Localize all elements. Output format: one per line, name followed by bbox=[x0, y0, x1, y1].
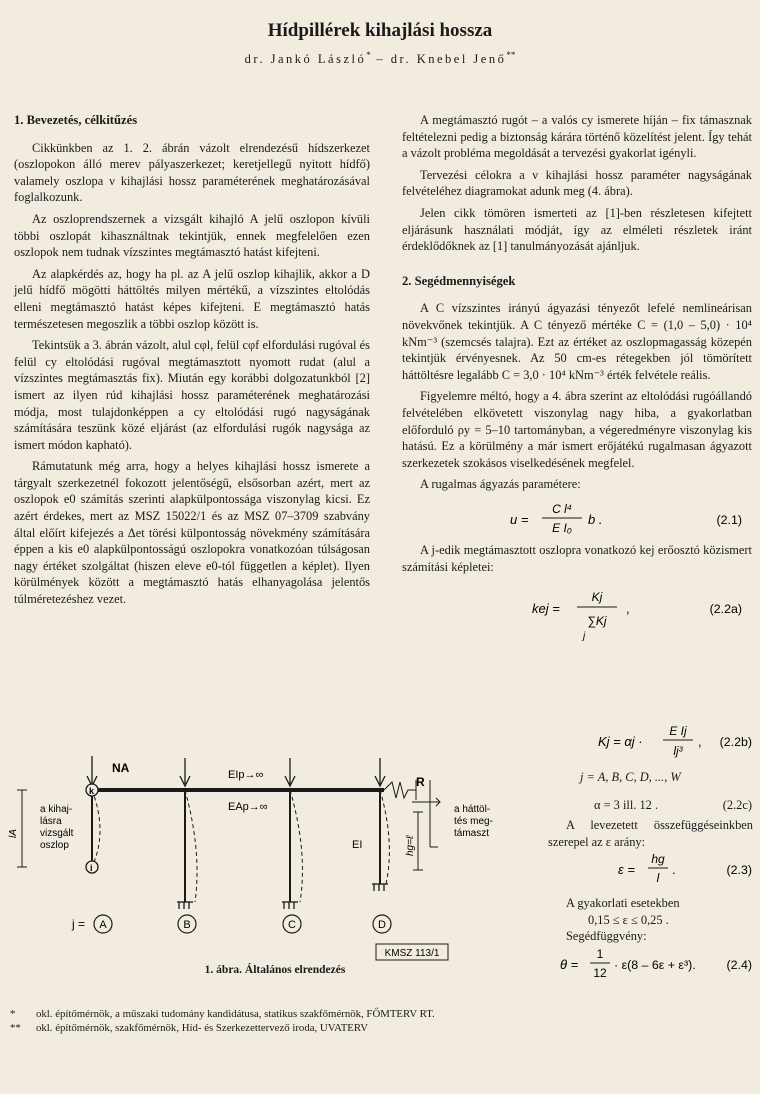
eq-text: α = 3 ill. 12 . bbox=[594, 798, 659, 813]
eq-rhs: , bbox=[698, 734, 702, 749]
dimension-la bbox=[17, 790, 27, 867]
dimension-la-label: lA bbox=[8, 829, 19, 838]
eq-number: (2.2a) bbox=[709, 601, 742, 616]
paragraph: A rugalmas ágyazás paramétere: bbox=[420, 477, 581, 492]
eq-denominator: lj³ bbox=[673, 744, 683, 758]
left-column bbox=[14, 112, 370, 613]
paragraph: Tervezési célokra a ν kihajlási hossz paraméter nagyságának felvételéhez diagramokat adunk meg (4. ábra). bbox=[402, 167, 752, 199]
equation-2-1 bbox=[402, 498, 752, 538]
column-a-buckled bbox=[92, 790, 100, 867]
author-1: dr. Jankó László bbox=[244, 52, 367, 67]
paragraph: Figyelemre méltó, hogy a 4. ábra szerint az eltolódási rugóállandó felvételében elkövetett viszonylag nagy hiba, a gyakorlatban előforduló ρy = 5–10 tartományban, a végeredményre viszonylag kis hatású. Ez a körülmény a már ismert erőjátékú rugalmasan ágyazott szerkezetek szokásos viselkedésének megfelel. bbox=[402, 389, 752, 470]
eq-numerator: C l⁴ bbox=[552, 501, 572, 516]
equation-2-2c bbox=[548, 797, 753, 817]
equation-2-2b bbox=[548, 722, 753, 764]
eq-denominator: l bbox=[656, 871, 660, 886]
eq-lhs: ε = bbox=[618, 862, 635, 878]
node-i-label: i bbox=[90, 863, 93, 873]
author-2: dr. Knebel Jenő bbox=[390, 52, 507, 67]
section-2-heading: 2. Segédmennyiségek bbox=[402, 273, 516, 288]
column-c-deflected bbox=[290, 790, 302, 902]
paragraph: Rámutatunk még arra, hogy a helyes kihajlási hossz ismerete a tárgyalt szerkezetnél fokozott jelentőségű, elsősorban azért, mert az oszlopok e0 számítás szerinti alapkülpontossága viszonylag kicsi. Ez azért érdekes, mert az MSZ 15022/1 és az MSZ 07–3709 szabvány által előírt kifejezés a Δet törési külpontosság növekmény számítására éppen a kis e0 alapkülpontosságú oszlopokra vonatkozóan túlságosan nagy értéket szolgáltat (hiszen eleve e0-tól független a képlet). Ilyen körülmények között a megtámasztó hatás elhanyagolása jelentős túlméretezéshez vezet. bbox=[14, 459, 370, 607]
left-label: a kihaj- lásra vizsgált oszlop bbox=[40, 804, 74, 851]
eq-numerator: Kj bbox=[591, 589, 603, 604]
eq-lhs: kej = bbox=[532, 600, 560, 616]
right-label: a háttöl- tés meg- támaszt bbox=[454, 804, 493, 839]
eq-number: (2.4) bbox=[726, 957, 752, 972]
equation-2-2a bbox=[402, 581, 752, 643]
eq-number: (2.2b) bbox=[719, 735, 752, 749]
eq-denominator: 12 bbox=[593, 965, 607, 980]
page-title: Hídpillérek kihajlási hossza bbox=[267, 20, 493, 41]
load-na-label: NA bbox=[112, 761, 130, 775]
paragraph: A C vízszintes irányú ágyazási tényezőt lefelé nemlineárisan növekvőnek tekintjük. A C tényező mértéke C = (1,0 – 5,0) · 10⁴ kNm⁻³ (szemcsés talajra). Ezt az értéket az oszlopmagasság közepén tekintjük érvényesnek. Az 50 cm-es rétegekben jól tömörített háttöltésre legalább C = 3,0 · 10⁴ kNm⁻³ érték felvétele reális. bbox=[402, 301, 752, 382]
column-letter-b: B bbox=[183, 919, 191, 931]
eq-number: (2.3) bbox=[726, 863, 752, 878]
footnote-text: okl. építőmérnök, a műszaki tudomány kandidátusa, statikus szakfőmérnök, FŐMTERV RT. bbox=[36, 1008, 435, 1020]
eq-rhs: b . bbox=[588, 511, 603, 527]
eq-numerator: hg bbox=[651, 852, 665, 867]
eq-number: (2.1) bbox=[716, 512, 742, 527]
eip-label: EIp→∞ bbox=[228, 769, 264, 781]
author-1-mark: * bbox=[366, 50, 371, 60]
eap-label: EAp→∞ bbox=[228, 801, 268, 813]
eq-numerator: E Ij bbox=[669, 724, 687, 738]
paragraph: Az oszloprendszernek a vizsgált kihajló A jelű oszlopon kívüli többi oszlopát kihasználtnak tekintjük, ennek megfelelően ezen oszlopok nem tudnak vízszintes megtámasztó hatást kifejteni. bbox=[14, 211, 370, 260]
column-letter-d: D bbox=[378, 919, 386, 931]
paragraph: A megtámasztó rugót – a valós cy ismerete híján – fix támasznak feltételezni pedig a biztonság kárára történő közelítést jelent. Így tehát a vázolt probléma megoldását a tervezési gyakorlat igényli. bbox=[402, 113, 752, 161]
equation-range: 0,15 ≤ ε ≤ 0,25 . bbox=[588, 912, 669, 927]
author-2-mark: ** bbox=[506, 50, 516, 60]
paragraph: Jelen cikk tömören ismerteti az [1]-ben részletesen kifejtett eljárásunk használati módját, így az elméleti részletek iránt érdeklődőknek az [1] tanulmányozását ajánljuk. bbox=[402, 205, 752, 254]
eq-lhs: u = bbox=[510, 511, 529, 527]
paragraph: Az alapkérdés az, hogy ha pl. az A jelű oszlop kihajlik, akkor a D jelű hídfő mögötti háttöltés milyen mértékű, a vízszintes eltolódás elleni megtámasztó hatást képes kifejteni. E megtámasztó hatás természetesen megoszlik a többi oszlop között is. bbox=[14, 266, 370, 331]
figure-caption: 1. ábra. Általános elrendezés bbox=[204, 964, 346, 976]
footnote-mark: ** bbox=[10, 1022, 21, 1034]
dimension-hg-label: hg=ℓ bbox=[405, 835, 416, 856]
eq-numerator: 1 bbox=[596, 946, 604, 961]
eq-subscript: j bbox=[583, 630, 586, 642]
footnote-1 bbox=[10, 1008, 435, 1021]
eq-denominator: ∑Kj bbox=[587, 613, 607, 628]
right-column bbox=[402, 112, 752, 647]
figure-code: KMSZ 113/1 bbox=[384, 948, 440, 959]
column-letter-a: A bbox=[99, 919, 107, 931]
equation-j-values: j = A, B, C, D, ..., W bbox=[580, 769, 681, 784]
authors-line bbox=[0, 50, 760, 67]
equation-2-4 bbox=[548, 945, 753, 985]
column-b-deflected bbox=[185, 790, 197, 902]
eq-number: (2.2c) bbox=[722, 798, 752, 813]
paragraph: A j-edik megtámasztott oszlopra vonatkozó kej erőosztó közismert számítási képletei: bbox=[402, 543, 752, 575]
section-1-heading: 1. Bevezetés, célkitűzés bbox=[14, 113, 138, 127]
eq-denominator: E I₀ bbox=[552, 520, 572, 535]
eq-lhs: θ = bbox=[560, 956, 579, 972]
paragraph: A gyakorlati esetekben bbox=[566, 895, 680, 910]
figure-1-diagram bbox=[0, 752, 548, 962]
eq-rhs: , bbox=[626, 600, 630, 616]
footnote-2 bbox=[10, 1022, 368, 1035]
paragraph: Cikkünkben az 1. 2. ábrán vázolt elrendezésű hídszerkezet (oszlopokon álló merev pályaszerkezet; keretjellegű nyitott hídfő) valamely oszlopa ν kihajlási hossz paraméterének meghatározásával foglalkozunk. bbox=[14, 140, 370, 205]
eq-rhs: . bbox=[672, 862, 676, 878]
paragraph: A levezetett összefüggéseinkben szerepel az ε arány: bbox=[548, 818, 753, 849]
right-lower-equations bbox=[548, 722, 753, 989]
node-k-label: k bbox=[89, 786, 95, 796]
author-separator: – bbox=[376, 52, 386, 67]
footnote-text: okl. építőmérnök, szakfőmérnök, Híd- és Szerkezettervező iroda, UVATERV bbox=[36, 1022, 369, 1034]
j-label: j = bbox=[72, 917, 86, 931]
paragraph: Tekintsük a 3. ábrán vázolt, alul cφl, felül cφf elfordulási rugóval és felül cy eltolódási rugóval megtámasztott nyomott rudat (alul a vízszintes megtámasztás fix). Miután egy korábbi dolgozatunkból [2] ismert az ilyen rúd kihajlási hossz paraméterének meghatározási módja, most tulajdonképpen a cy eltolódási rugó nagyságának számítására teszünk közé eljárást (az elfordulási rugók nagysága az ismert módon kapható). bbox=[14, 338, 370, 452]
ei-label: EI bbox=[352, 839, 363, 851]
footing-hatches bbox=[177, 884, 388, 909]
reaction-r-label: R bbox=[416, 775, 425, 789]
eq-lhs: Kj = αj · bbox=[598, 734, 643, 749]
column-d-deflected bbox=[380, 790, 389, 884]
footnote-mark: * bbox=[10, 1008, 16, 1020]
eq-rhs: · ε(8 – 6ε + ε³). bbox=[614, 957, 696, 972]
paragraph: Segédfüggvény: bbox=[566, 929, 647, 944]
column-letter-c: C bbox=[288, 919, 296, 931]
equation-2-3 bbox=[548, 850, 753, 890]
